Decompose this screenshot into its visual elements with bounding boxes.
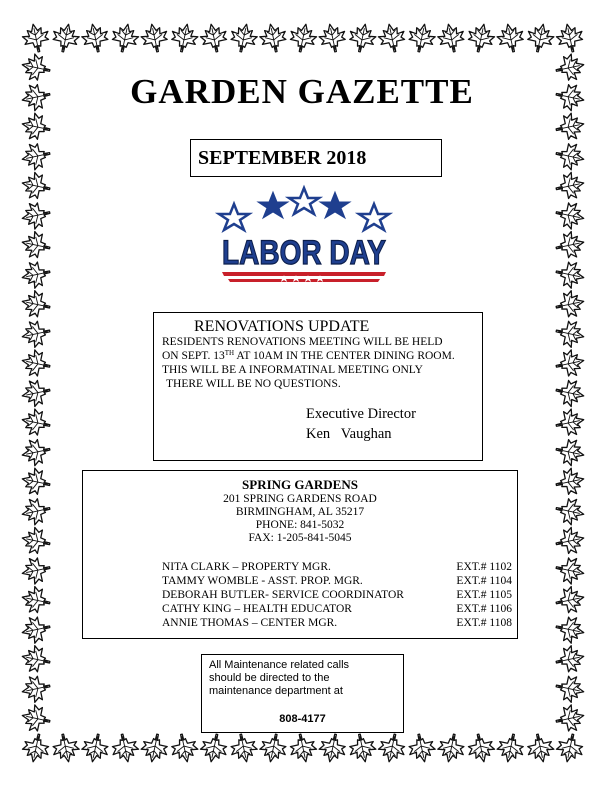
maple-leaf-icon [554,673,587,704]
maple-leaf-icon [347,22,378,55]
staff-ext: EXT.# 1108 [456,617,512,629]
maple-leaf-icon [554,644,587,675]
maple-leaf-icon [554,407,587,438]
maple-leaf-icon [109,732,140,765]
staff-ext: EXT.# 1102 [456,561,512,573]
maple-leaf-icon [554,141,587,172]
maple-leaf-icon [20,584,53,615]
maple-leaf-icon [50,22,81,55]
maple-leaf-icon [554,555,587,586]
labor-day-logo [214,186,394,290]
maple-leaf-icon [169,732,200,765]
maple-leaf-icon [554,229,587,260]
maple-leaf-icon [20,22,51,55]
maple-leaf-icon [169,22,200,55]
maple-leaf-icon [20,407,53,438]
staff-ext: EXT.# 1105 [456,589,512,601]
maple-leaf-icon [20,437,53,468]
maple-leaf-icon [495,22,526,55]
maple-leaf-icon [554,348,587,379]
maple-leaf-icon [20,732,51,765]
renovations-line: THIS WILL BE A INFORMATINAL MEETING ONLY [162,364,423,376]
maple-leaf-icon [20,644,53,675]
maple-leaf-icon [20,377,53,408]
maple-leaf-icon [20,496,53,527]
maple-leaf-icon [554,614,587,645]
staff-name: NITA CLARK – PROPERTY MGR. [162,561,331,573]
labor-day-text: LABOR DAY [222,234,387,272]
maple-leaf-icon [554,289,587,320]
maple-leaf-icon [287,732,318,765]
staff-ext: EXT.# 1106 [456,603,512,615]
maple-leaf-icon [406,22,437,55]
maple-leaf-icon [20,111,53,142]
maple-leaf-icon [465,732,496,765]
maple-leaf-icon [554,703,587,734]
star-icon [359,204,389,230]
maple-leaf-icon [228,732,259,765]
office-phone: PHONE: 841-5032 [255,519,345,531]
maple-leaf-icon [20,200,53,231]
maple-leaf-icon [554,732,585,765]
maintenance-line: All Maintenance related calls [209,659,350,671]
star-icon [320,192,350,218]
maple-leaf-icon [376,22,407,55]
maple-leaf-icon [554,318,587,349]
maple-leaf-icon [50,732,81,765]
maintenance-line: maintenance department at [209,685,343,697]
maple-leaf-icon [554,111,587,142]
star-icon [219,204,249,230]
maple-leaf-icon [20,289,53,320]
maple-leaf-icon [554,22,585,55]
office-fax: FAX: 1-205-841-5045 [248,532,352,544]
maple-leaf-icon [198,732,229,765]
renovations-line: THERE WILL BE NO QUESTIONS. [166,378,341,390]
maple-leaf-icon [317,732,348,765]
maple-leaf-icon [20,170,53,201]
maple-leaf-icon [20,348,53,379]
maple-leaf-icon [317,22,348,55]
maple-leaf-icon [554,377,587,408]
staff-ext: EXT.# 1104 [456,575,512,587]
maple-leaf-icon [20,466,53,497]
office-contact-box [82,470,518,639]
maple-leaf-icon [554,496,587,527]
maple-leaf-icon [20,259,53,290]
renovations-line: ON SEPT. 13TH AT 10AM IN THE CENTER DINING ROOM. [162,349,455,362]
maple-leaf-icon [554,437,587,468]
maintenance-phone: 808-4177 [279,713,326,725]
signature-title: Executive Director [306,406,416,422]
maple-leaf-icon [495,732,526,765]
maple-leaf-icon [20,614,53,645]
maple-leaf-icon [20,318,53,349]
maple-leaf-icon [80,732,111,765]
star-icon [289,188,319,214]
renovations-title: RENOVATIONS UPDATE [194,318,370,335]
maple-leaf-icon [554,259,587,290]
maple-leaf-icon [406,732,437,765]
maple-leaf-icon [554,170,587,201]
office-name: SPRING GARDENS [242,477,358,492]
newsletter-title: GARDEN GAZETTE [130,72,474,111]
maintenance-line: should be directed to the [209,672,330,684]
maple-leaf-icon [287,22,318,55]
maple-leaf-icon [228,22,259,55]
maple-leaf-icon [20,229,53,260]
maple-leaf-icon [20,703,53,734]
renovations-line: RESIDENTS RENOVATIONS MEETING WILL BE HELD [162,336,443,348]
staff-name: ANNIE THOMAS – CENTER MGR. [162,617,338,629]
staff-name: DEBORAH BUTLER- SERVICE COORDINATOR [162,589,404,601]
maple-leaf-icon [109,22,140,55]
maintenance-box [201,654,404,733]
maple-leaf-icon [20,141,53,172]
maple-leaf-icon [554,525,587,556]
maple-leaf-icon [436,22,467,55]
renovations-update-box [153,312,483,461]
staff-name: CATHY KING – HEALTH EDUCATOR [162,603,352,615]
maple-leaf-icon [139,22,170,55]
maple-leaf-icon [139,732,170,765]
star-icon [258,192,288,218]
maple-leaf-icon [20,673,53,704]
maple-leaf-icon [554,584,587,615]
maple-leaf-icon [436,732,467,765]
maple-leaf-icon [554,466,587,497]
maple-leaf-icon [258,22,289,55]
maple-leaf-icon [20,525,53,556]
maple-leaf-icon [20,555,53,586]
issue-date-box [190,139,442,177]
signature-name: Ken Vaughan [306,426,392,442]
office-address: 201 SPRING GARDENS ROAD [223,493,377,505]
staff-name: TAMMY WOMBLE - ASST. PROP. MGR. [162,575,363,587]
issue-date: SEPTEMBER 2018 [198,147,367,169]
office-city: BIRMINGHAM, AL 35217 [235,506,365,518]
maple-leaf-icon [258,732,289,765]
maple-leaf-icon [465,22,496,55]
maple-leaf-icon [525,22,556,55]
maple-leaf-icon [198,22,229,55]
maple-leaf-icon [554,200,587,231]
maple-leaf-icon [376,732,407,765]
maple-leaf-icon [80,22,111,55]
maple-leaf-icon [347,732,378,765]
maple-leaf-icon [525,732,556,765]
